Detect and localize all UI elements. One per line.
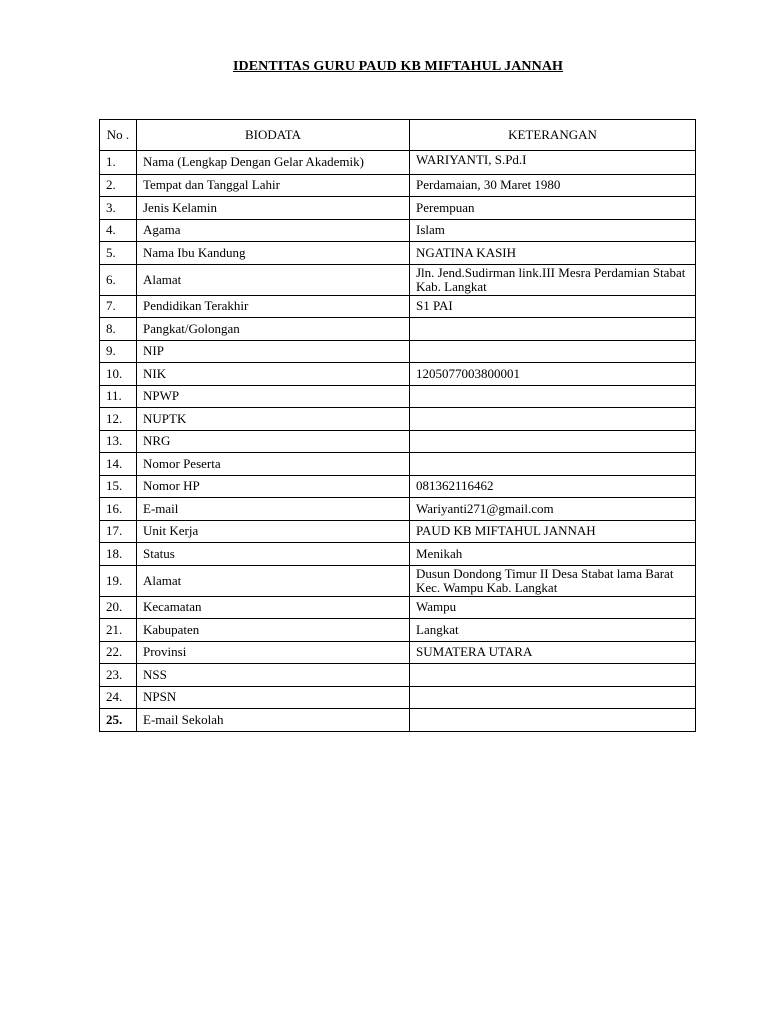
row-number: 9. <box>100 340 137 363</box>
row-label: NPWP <box>137 385 410 408</box>
header-biodata: BIODATA <box>137 120 410 151</box>
row-label: Alamat <box>137 565 410 596</box>
table-row <box>100 543 696 566</box>
row-label: E-mail <box>137 498 410 521</box>
row-label: NUPTK <box>137 408 410 431</box>
row-number: 3. <box>100 197 137 220</box>
document-title: IDENTITAS GURU PAUD KB MIFTAHUL JANNAH <box>232 59 564 74</box>
row-value <box>410 385 696 408</box>
table-row <box>100 596 696 619</box>
row-label: Kabupaten <box>137 619 410 642</box>
row-value: Langkat <box>410 619 696 642</box>
row-value: 1205077003800001 <box>410 363 696 386</box>
row-value: Jln. Jend.Sudirman link.III Mesra Perdamian Stabat Kab. Langkat <box>410 264 696 295</box>
row-number: 14. <box>100 453 137 476</box>
table-row <box>100 619 696 642</box>
table-row <box>100 664 696 687</box>
row-label: Status <box>137 543 410 566</box>
row-value: PAUD KB MIFTAHUL JANNAH <box>410 520 696 543</box>
row-label: Tempat dan Tanggal Lahir <box>137 174 410 197</box>
row-label: Kecamatan <box>137 596 410 619</box>
row-label: NSS <box>137 664 410 687</box>
row-label: Unit Kerja <box>137 520 410 543</box>
row-label: Nomor Peserta <box>137 453 410 476</box>
row-value: Wariyanti271@gmail.com <box>410 498 696 521</box>
row-number: 22. <box>100 641 137 664</box>
row-label: Pangkat/Golongan <box>137 318 410 341</box>
table-row <box>100 686 696 709</box>
row-label: NPSN <box>137 686 410 709</box>
table-header-row <box>100 120 696 151</box>
row-number: 1. <box>100 151 137 175</box>
row-value <box>410 430 696 453</box>
table-row <box>100 498 696 521</box>
row-label: Nama Ibu Kandung <box>137 242 410 265</box>
header-no: No . <box>100 120 137 151</box>
row-value: Perempuan <box>410 197 696 220</box>
row-number: 16. <box>100 498 137 521</box>
table-row <box>100 264 696 295</box>
row-number: 8. <box>100 318 137 341</box>
row-number: 21. <box>100 619 137 642</box>
row-label: Nama (Lengkap Dengan Gelar Akademik) <box>137 151 410 175</box>
table-row <box>100 197 696 220</box>
row-number: 5. <box>100 242 137 265</box>
table-row <box>100 340 696 363</box>
row-value <box>410 453 696 476</box>
table-row <box>100 641 696 664</box>
row-value: Islam <box>410 219 696 242</box>
row-number: 17. <box>100 520 137 543</box>
row-number: 2. <box>100 174 137 197</box>
table-row <box>100 408 696 431</box>
row-label: Pendidikan Terakhir <box>137 295 410 318</box>
row-value: Menikah <box>410 543 696 566</box>
row-number: 4. <box>100 219 137 242</box>
row-value <box>410 709 696 732</box>
table-row <box>100 174 696 197</box>
row-value <box>410 340 696 363</box>
row-number: 20. <box>100 596 137 619</box>
table-row <box>100 318 696 341</box>
biodata-table <box>99 119 696 732</box>
row-label: NRG <box>137 430 410 453</box>
table-row <box>100 385 696 408</box>
table-row <box>100 453 696 476</box>
row-number: 10. <box>100 363 137 386</box>
row-label: Alamat <box>137 264 410 295</box>
row-label: Nomor HP <box>137 475 410 498</box>
row-value: Dusun Dondong Timur II Desa Stabat lama Barat Kec. Wampu Kab. Langkat <box>410 565 696 596</box>
table-row <box>100 151 696 175</box>
row-label: Jenis Kelamin <box>137 197 410 220</box>
table-row <box>100 709 696 732</box>
row-number: 6. <box>100 264 137 295</box>
row-value: Wampu <box>410 596 696 619</box>
row-value: Perdamaian, 30 Maret 1980 <box>410 174 696 197</box>
row-number: 12. <box>100 408 137 431</box>
row-label: NIK <box>137 363 410 386</box>
table-row <box>100 363 696 386</box>
row-number: 18. <box>100 543 137 566</box>
row-value <box>410 408 696 431</box>
header-keterangan: KETERANGAN <box>410 120 696 151</box>
table-row <box>100 520 696 543</box>
row-number: 23. <box>100 664 137 687</box>
row-number: 7. <box>100 295 137 318</box>
row-number: 19. <box>100 565 137 596</box>
row-label: Provinsi <box>137 641 410 664</box>
row-value: WARIYANTI, S.Pd.I <box>410 151 696 175</box>
row-label: Agama <box>137 219 410 242</box>
row-value <box>410 686 696 709</box>
row-number: 24. <box>100 686 137 709</box>
row-number: 25. <box>100 709 137 732</box>
row-value: 081362116462 <box>410 475 696 498</box>
table-row <box>100 430 696 453</box>
table-row <box>100 565 696 596</box>
row-number: 13. <box>100 430 137 453</box>
row-number: 15. <box>100 475 137 498</box>
row-number: 11. <box>100 385 137 408</box>
row-value: SUMATERA UTARA <box>410 641 696 664</box>
row-label: E-mail Sekolah <box>137 709 410 732</box>
table-row <box>100 475 696 498</box>
row-value: S1 PAI <box>410 295 696 318</box>
row-value <box>410 664 696 687</box>
table-row <box>100 242 696 265</box>
table-row <box>100 219 696 242</box>
table-row <box>100 295 696 318</box>
row-label: NIP <box>137 340 410 363</box>
row-value: NGATINA KASIH <box>410 242 696 265</box>
row-value <box>410 318 696 341</box>
